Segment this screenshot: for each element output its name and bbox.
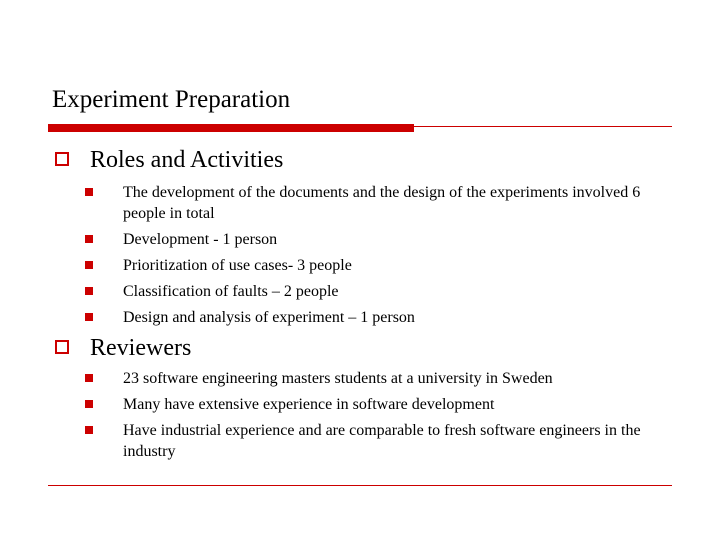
list-item-text: Classification of faults – 2 people bbox=[123, 283, 339, 300]
square-bullet-icon bbox=[85, 400, 93, 408]
square-bullet-icon bbox=[85, 374, 93, 382]
title-underline-thick bbox=[48, 124, 414, 132]
square-bullet-icon bbox=[85, 188, 93, 196]
title-underline-thin bbox=[414, 126, 672, 127]
slide-title: Experiment Preparation bbox=[52, 86, 291, 113]
section-heading-text: Roles and Activities bbox=[90, 147, 284, 173]
hollow-square-bullet-icon bbox=[55, 340, 69, 354]
square-bullet-icon bbox=[85, 313, 93, 321]
list-item-text: Design and analysis of experiment – 1 person bbox=[123, 309, 415, 326]
list-item-text: Prioritization of use cases- 3 people bbox=[123, 257, 352, 274]
list-item-text: Development - 1 person bbox=[123, 231, 278, 248]
footer-divider bbox=[48, 485, 672, 486]
square-bullet-icon bbox=[85, 235, 93, 243]
section-heading-text: Reviewers bbox=[90, 335, 192, 361]
square-bullet-icon bbox=[85, 426, 93, 434]
square-bullet-icon bbox=[85, 287, 93, 295]
list-item-text: 23 software engineering masters students at a university in Sweden bbox=[123, 370, 553, 387]
hollow-square-bullet-icon bbox=[55, 152, 69, 166]
list-item-text: Have industrial experience and are comparable to fresh software engineers in the industry bbox=[123, 422, 641, 460]
list-item-text: Many have extensive experience in software development bbox=[123, 396, 495, 413]
list-item-text: The development of the documents and the design of the experiments involved 6 people in total bbox=[123, 184, 641, 222]
square-bullet-icon bbox=[85, 261, 93, 269]
